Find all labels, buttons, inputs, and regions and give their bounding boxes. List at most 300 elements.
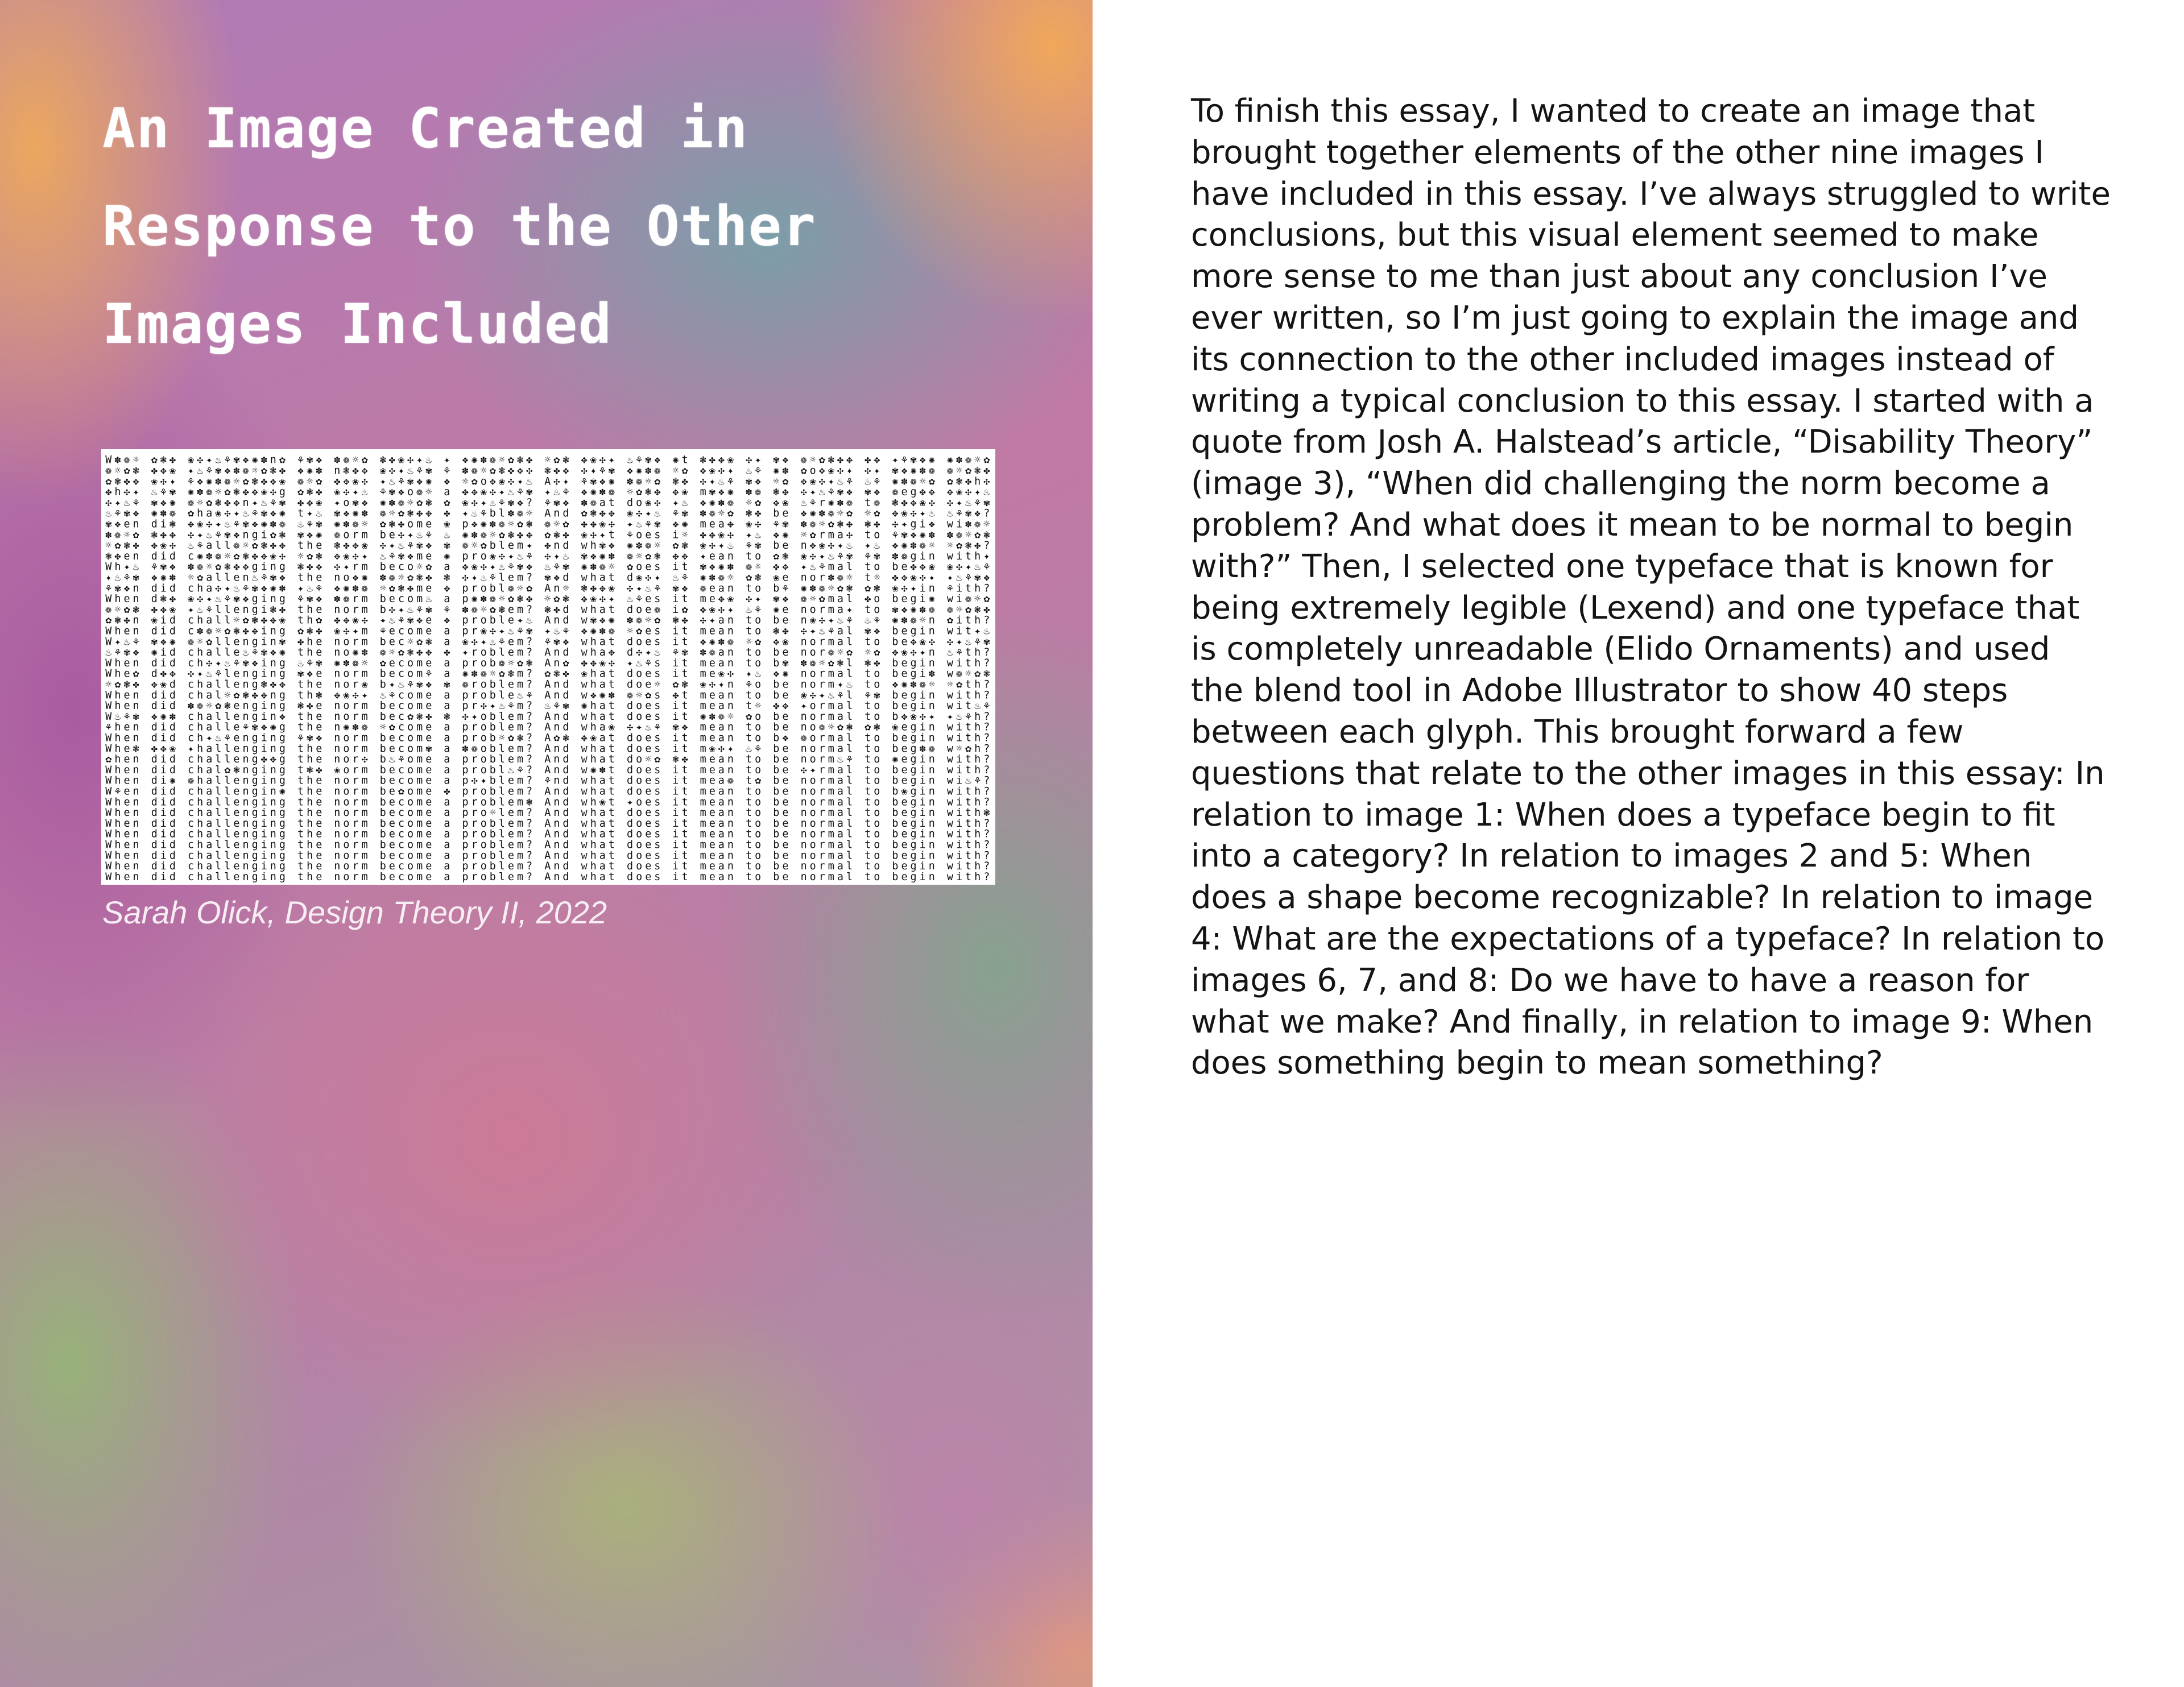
ornament-glyph: ✺: [352, 646, 359, 659]
letter-glyph: o: [755, 796, 762, 809]
letter-glyph: c: [398, 849, 404, 862]
ornament-glyph: ⚘: [553, 700, 560, 712]
letter-glyph: n: [727, 764, 734, 776]
letter-glyph: n: [334, 743, 341, 755]
letter-glyph: a: [206, 571, 213, 584]
ornament-glyph: ❖: [352, 571, 359, 584]
ornament-glyph: ✦: [471, 571, 478, 584]
letter-glyph: o: [755, 689, 762, 702]
letter-glyph: l: [224, 614, 231, 627]
ornament-glyph: ☼: [828, 721, 834, 733]
ornament-glyph: ✽: [334, 593, 341, 606]
ornament-glyph: ✥: [316, 561, 322, 573]
ornament-glyph: ♨: [718, 475, 725, 488]
ornament-glyph: ✾: [507, 496, 514, 509]
letter-glyph: d: [151, 839, 158, 851]
ornament-glyph: ❃: [526, 518, 533, 530]
ornament-glyph: ❀: [279, 475, 286, 488]
letter-glyph: o: [636, 496, 643, 509]
letter-glyph: h: [307, 839, 313, 851]
letter-glyph: o: [809, 817, 816, 830]
letter-glyph: ?: [526, 828, 533, 840]
letter-glyph: a: [599, 710, 606, 723]
letter-glyph: i: [956, 732, 963, 744]
letter-glyph: e: [507, 785, 514, 798]
letter-glyph: e: [233, 871, 240, 883]
ornament-glyph: ⚘: [544, 636, 551, 648]
letter-glyph: o: [636, 774, 643, 787]
letter-glyph: h: [197, 817, 204, 830]
ornament-glyph: ❁: [837, 571, 843, 584]
ornament-glyph: ❃: [846, 721, 853, 733]
letter-glyph: r: [471, 614, 478, 627]
letter-glyph: t: [608, 764, 615, 776]
letter-glyph: ?: [983, 507, 990, 520]
ornament-glyph: ✦: [197, 668, 204, 680]
letter-glyph: b: [892, 743, 899, 755]
letter-glyph: o: [636, 828, 643, 840]
letter-glyph: i: [160, 582, 167, 595]
letter-glyph: m: [828, 636, 834, 648]
ornament-glyph: ✥: [169, 668, 176, 680]
ornament-glyph: ✾: [590, 614, 597, 627]
ornament-glyph: ❃: [654, 550, 661, 562]
letter-glyph: a: [718, 689, 725, 702]
ornament-glyph: ✤: [590, 582, 597, 595]
ornament-glyph: ❃: [316, 689, 322, 702]
ornament-glyph: ✤: [782, 486, 789, 499]
ornament-glyph: ✺: [901, 678, 908, 691]
letter-glyph: e: [782, 710, 789, 723]
ornament-glyph: ✿: [416, 496, 423, 509]
letter-glyph: e: [507, 614, 514, 627]
letter-glyph: l: [846, 849, 853, 862]
ornament-glyph: ❖: [123, 582, 130, 595]
ornament-glyph: ✽: [480, 454, 487, 466]
letter-glyph: d: [627, 860, 634, 873]
ornament-glyph: ✣: [755, 518, 762, 530]
letter-glyph: p: [462, 518, 469, 530]
ornament-glyph: ✦: [828, 614, 834, 627]
letter-glyph: n: [133, 796, 139, 809]
ornament-glyph: ✽: [188, 561, 195, 573]
letter-glyph: a: [599, 839, 606, 851]
letter-glyph: h: [197, 785, 204, 798]
ornament-glyph: ❀: [608, 721, 615, 733]
letter-glyph: l: [498, 774, 505, 787]
ornament-glyph: ❃: [837, 657, 843, 669]
letter-glyph: g: [279, 668, 286, 680]
letter-glyph: t: [746, 582, 752, 595]
ornament-glyph: ♨: [471, 507, 478, 520]
letter-glyph: a: [718, 657, 725, 669]
ornament-glyph: ❀: [910, 710, 917, 723]
ornament-glyph: ✾: [316, 657, 322, 669]
letter-glyph: s: [654, 860, 661, 873]
letter-glyph: s: [654, 732, 661, 744]
ornament-glyph: ♨: [480, 571, 487, 584]
ornament-glyph: ⚘: [416, 465, 423, 477]
ornament-glyph: ✽: [260, 454, 267, 466]
letter-glyph: m: [517, 678, 524, 691]
ornament-glyph: ✽: [919, 743, 926, 755]
ornament-glyph: ❖: [590, 550, 597, 562]
ornament-glyph: ✥: [444, 582, 450, 595]
letter-glyph: s: [654, 561, 661, 573]
letter-glyph: w: [946, 743, 953, 755]
letter-glyph: o: [636, 764, 643, 776]
letter-glyph: m: [828, 839, 834, 851]
ornament-glyph: ✣: [462, 710, 469, 723]
letter-glyph: b: [489, 507, 496, 520]
letter-glyph: n: [133, 550, 139, 562]
ornament-glyph: ✥: [809, 540, 816, 552]
letter-glyph: m: [828, 753, 834, 766]
letter-glyph: h: [197, 764, 204, 776]
letter-glyph: e: [709, 764, 715, 776]
ornament-glyph: ✾: [215, 465, 222, 477]
ornament-glyph: ☼: [361, 518, 368, 530]
ornament-glyph: ✤: [260, 475, 267, 488]
ornament-glyph: ✿: [224, 625, 231, 637]
ornament-glyph: ☼: [407, 636, 414, 648]
letter-glyph: e: [645, 743, 652, 755]
ornament-glyph: ❀: [398, 454, 404, 466]
ornament-glyph: ❁: [809, 518, 816, 530]
letter-glyph: o: [343, 603, 350, 616]
letter-glyph: i: [919, 796, 926, 809]
letter-glyph: i: [160, 764, 167, 776]
letter-glyph: o: [480, 849, 487, 862]
letter-glyph: i: [672, 743, 679, 755]
letter-glyph: s: [654, 871, 661, 883]
letter-glyph: e: [507, 743, 514, 755]
ornament-glyph: ✿: [242, 475, 249, 488]
letter-glyph: n: [928, 828, 935, 840]
letter-glyph: r: [818, 785, 825, 798]
letter-glyph: h: [197, 646, 204, 659]
ornament-glyph: ✺: [334, 657, 341, 669]
letter-glyph: o: [809, 743, 816, 755]
ornament-glyph: ⚘: [828, 625, 834, 637]
letter-glyph: b: [489, 689, 496, 702]
ornament-glyph: ✽: [965, 518, 972, 530]
letter-glyph: t: [864, 496, 871, 509]
letter-glyph: e: [233, 678, 240, 691]
letter-glyph: n: [133, 753, 139, 766]
letter-glyph: n: [334, 646, 341, 659]
ornament-glyph: ✦: [379, 475, 386, 488]
ornament-glyph: ⚘: [672, 646, 679, 659]
letter-glyph: i: [672, 636, 679, 648]
letter-glyph: r: [818, 828, 825, 840]
letter-glyph: d: [627, 678, 634, 691]
ornament-glyph: ☼: [462, 475, 469, 488]
ornament-glyph: ❁: [727, 636, 734, 648]
letter-glyph: l: [215, 743, 222, 755]
ornament-glyph: ✥: [151, 678, 158, 691]
letter-glyph: b: [773, 774, 780, 787]
letter-glyph: n: [928, 700, 935, 712]
letter-glyph: e: [123, 700, 130, 712]
page-title: An Image Created in Response to the Other Images Included: [102, 97, 817, 356]
letter-glyph: i: [260, 529, 267, 541]
ornament-glyph: ♨: [928, 507, 935, 520]
ornament-glyph: ❖: [983, 571, 990, 584]
ornament-glyph: ✺: [709, 496, 715, 509]
ornament-glyph: ✾: [260, 646, 267, 659]
letter-glyph: g: [279, 828, 286, 840]
ornament-glyph: ✺: [672, 454, 679, 466]
letter-glyph: t: [297, 849, 304, 862]
letter-glyph: i: [160, 871, 167, 883]
ornament-glyph: ❖: [416, 614, 423, 627]
letter-glyph: W: [105, 710, 112, 723]
ornament-glyph: ✦: [828, 475, 834, 488]
letter-glyph: t: [608, 860, 615, 873]
letter-glyph: o: [407, 764, 414, 776]
letter-glyph: ?: [526, 678, 533, 691]
letter-glyph: a: [718, 753, 725, 766]
letter-glyph: o: [809, 721, 816, 733]
letter-glyph: c: [188, 582, 195, 595]
letter-glyph: o: [343, 860, 350, 873]
letter-glyph: o: [809, 646, 816, 659]
letter-glyph: w: [581, 721, 588, 733]
ornament-glyph: ♨: [105, 646, 112, 659]
ornament-glyph: ✤: [681, 475, 688, 488]
letter-glyph: m: [517, 871, 524, 883]
ornament-glyph: ❖: [233, 529, 240, 541]
ornament-glyph: ❖: [800, 507, 807, 520]
letter-glyph: t: [297, 839, 304, 851]
letter-glyph: n: [334, 668, 341, 680]
letter-glyph: e: [645, 828, 652, 840]
letter-glyph: n: [133, 721, 139, 733]
ornament-glyph: ⚘: [224, 454, 231, 466]
ornament-glyph: ❖: [782, 732, 789, 744]
letter-glyph: o: [636, 732, 643, 744]
letter-glyph: W: [105, 561, 112, 573]
letter-glyph: m: [517, 743, 524, 755]
letter-glyph: g: [251, 529, 258, 541]
letter-glyph: g: [279, 871, 286, 883]
letter-glyph: m: [700, 839, 706, 851]
letter-glyph: t: [864, 807, 871, 819]
letter-glyph: n: [133, 657, 139, 669]
letter-glyph: h: [307, 753, 313, 766]
letter-glyph: t: [608, 807, 615, 819]
letter-glyph: t: [297, 571, 304, 584]
letter-glyph: n: [553, 764, 560, 776]
ornament-glyph: ❃: [553, 668, 560, 680]
letter-glyph: b: [892, 561, 899, 573]
ornament-glyph: ✦: [498, 486, 505, 499]
ornament-glyph: ✺: [590, 486, 597, 499]
letter-glyph: m: [828, 807, 834, 819]
ornament-glyph: ✥: [526, 529, 533, 541]
ornament-glyph: ♨: [398, 540, 404, 552]
letter-glyph: i: [260, 849, 267, 862]
letter-glyph: a: [206, 743, 213, 755]
letter-glyph: d: [151, 860, 158, 873]
letter-glyph: n: [334, 785, 341, 798]
ornament-glyph: ✺: [160, 710, 167, 723]
ornament-glyph: ✺: [151, 507, 158, 520]
letter-glyph: h: [197, 774, 204, 787]
letter-glyph: c: [398, 860, 404, 873]
letter-glyph: n: [727, 817, 734, 830]
letter-glyph: m: [361, 700, 368, 712]
ornament-glyph: ⚘: [425, 529, 432, 541]
letter-glyph: i: [956, 614, 963, 627]
ornament-glyph: ✦: [224, 582, 231, 595]
letter-glyph: m: [517, 774, 524, 787]
letter-glyph: o: [636, 668, 643, 680]
letter-glyph: m: [517, 785, 524, 798]
ornament-glyph: ✤: [151, 465, 158, 477]
letter-glyph: d: [169, 550, 176, 562]
ornament-glyph: ❁: [956, 668, 963, 680]
ornament-glyph: ❖: [974, 507, 981, 520]
ornament-glyph: ❃: [307, 625, 313, 637]
letter-glyph: o: [407, 774, 414, 787]
letter-glyph: o: [636, 636, 643, 648]
ornament-glyph: ❖: [910, 529, 917, 541]
letter-glyph: t: [608, 700, 615, 712]
ornament-glyph: ✦: [123, 561, 130, 573]
ornament-glyph: ✾: [334, 507, 341, 520]
letter-glyph: c: [188, 828, 195, 840]
ornament-glyph: ❁: [361, 721, 368, 733]
ornament-glyph: ✥: [590, 518, 597, 530]
letter-glyph: m: [517, 860, 524, 873]
ornament-glyph: ✤: [672, 550, 679, 562]
letter-glyph: i: [956, 828, 963, 840]
letter-glyph: i: [919, 593, 926, 606]
ornament-glyph: ❃: [581, 582, 588, 595]
letter-glyph: e: [645, 700, 652, 712]
letter-glyph: b: [379, 839, 386, 851]
letter-glyph: a: [718, 774, 725, 787]
letter-glyph: t: [864, 774, 871, 787]
ornament-glyph: ❃: [983, 807, 990, 819]
letter-glyph: h: [590, 710, 597, 723]
ornament-glyph: ✦: [462, 646, 469, 659]
letter-glyph: h: [307, 817, 313, 830]
letter-glyph: a: [444, 839, 450, 851]
letter-glyph: a: [837, 871, 843, 883]
ornament-glyph: ✾: [608, 465, 615, 477]
letter-glyph: o: [874, 593, 880, 606]
letter-glyph: t: [746, 753, 752, 766]
letter-glyph: e: [316, 678, 322, 691]
ornament-glyph: ♨: [636, 518, 643, 530]
ornament-glyph: ♨: [636, 657, 643, 669]
letter-glyph: n: [242, 860, 249, 873]
ornament-glyph: ✦: [645, 646, 652, 659]
ornament-glyph: ☼: [517, 582, 524, 595]
ornament-glyph: ✺: [892, 614, 899, 627]
ornament-glyph: ❖: [242, 593, 249, 606]
letter-glyph: o: [407, 657, 414, 669]
letter-glyph: i: [672, 785, 679, 798]
letter-glyph: o: [755, 807, 762, 819]
ornament-glyph: ✥: [700, 465, 706, 477]
ornament-glyph: ✣: [480, 561, 487, 573]
letter-glyph: a: [206, 849, 213, 862]
ornament-glyph: ✾: [782, 657, 789, 669]
letter-glyph: n: [800, 839, 807, 851]
ornament-glyph: ❃: [837, 518, 843, 530]
ornament-glyph: ✿: [307, 550, 313, 562]
ornament-glyph: ❀: [188, 593, 195, 606]
letter-glyph: i: [160, 518, 167, 530]
letter-glyph: r: [471, 689, 478, 702]
ornament-glyph: ❃: [215, 496, 222, 509]
letter-glyph: l: [498, 785, 505, 798]
ornament-glyph: ✦: [809, 764, 816, 776]
ornament-glyph: ✺: [627, 540, 634, 552]
letter-glyph: i: [260, 774, 267, 787]
letter-glyph: g: [279, 796, 286, 809]
letter-glyph: r: [352, 636, 359, 648]
letter-glyph: h: [114, 849, 121, 862]
letter-glyph: l: [498, 860, 505, 873]
ornament-glyph: ✦: [343, 561, 350, 573]
ornament-glyph: ✤: [388, 454, 395, 466]
ornament-glyph: ♨: [233, 582, 240, 595]
ornament-glyph: ♨: [828, 550, 834, 562]
letter-glyph: e: [425, 550, 432, 562]
letter-glyph: l: [846, 764, 853, 776]
letter-glyph: e: [388, 860, 395, 873]
letter-glyph: e: [388, 743, 395, 755]
letter-glyph: r: [818, 849, 825, 862]
letter-glyph: o: [480, 764, 487, 776]
letter-glyph: t: [864, 529, 871, 541]
ornament-glyph: ✿: [553, 732, 560, 744]
letter-glyph: t: [681, 743, 688, 755]
ornament-glyph: ✾: [444, 678, 450, 691]
letter-glyph: e: [316, 646, 322, 659]
letter-glyph: l: [215, 764, 222, 776]
letter-glyph: c: [188, 807, 195, 819]
letter-glyph: d: [627, 710, 634, 723]
ornament-glyph: ✿: [874, 507, 880, 520]
letter-glyph: a: [206, 614, 213, 627]
ornament-glyph: ☼: [206, 700, 213, 712]
ornament-glyph: ❃: [562, 732, 569, 744]
letter-glyph: b: [379, 700, 386, 712]
letter-glyph: m: [828, 785, 834, 798]
letter-glyph: e: [425, 828, 432, 840]
ornament-glyph: ☼: [297, 550, 304, 562]
ornament-glyph: ✽: [471, 668, 478, 680]
letter-glyph: l: [224, 668, 231, 680]
letter-glyph: n: [800, 807, 807, 819]
letter-glyph: i: [260, 625, 267, 637]
ornament-glyph: ✽: [206, 550, 213, 562]
ornament-glyph: ✣: [188, 668, 195, 680]
letter-glyph: m: [828, 603, 834, 616]
letter-glyph: e: [782, 796, 789, 809]
letter-glyph: h: [307, 678, 313, 691]
ornament-glyph: ❁: [279, 518, 286, 530]
letter-glyph: o: [755, 753, 762, 766]
ornament-glyph: ✥: [590, 657, 597, 669]
ornament-glyph: ✺: [590, 764, 597, 776]
